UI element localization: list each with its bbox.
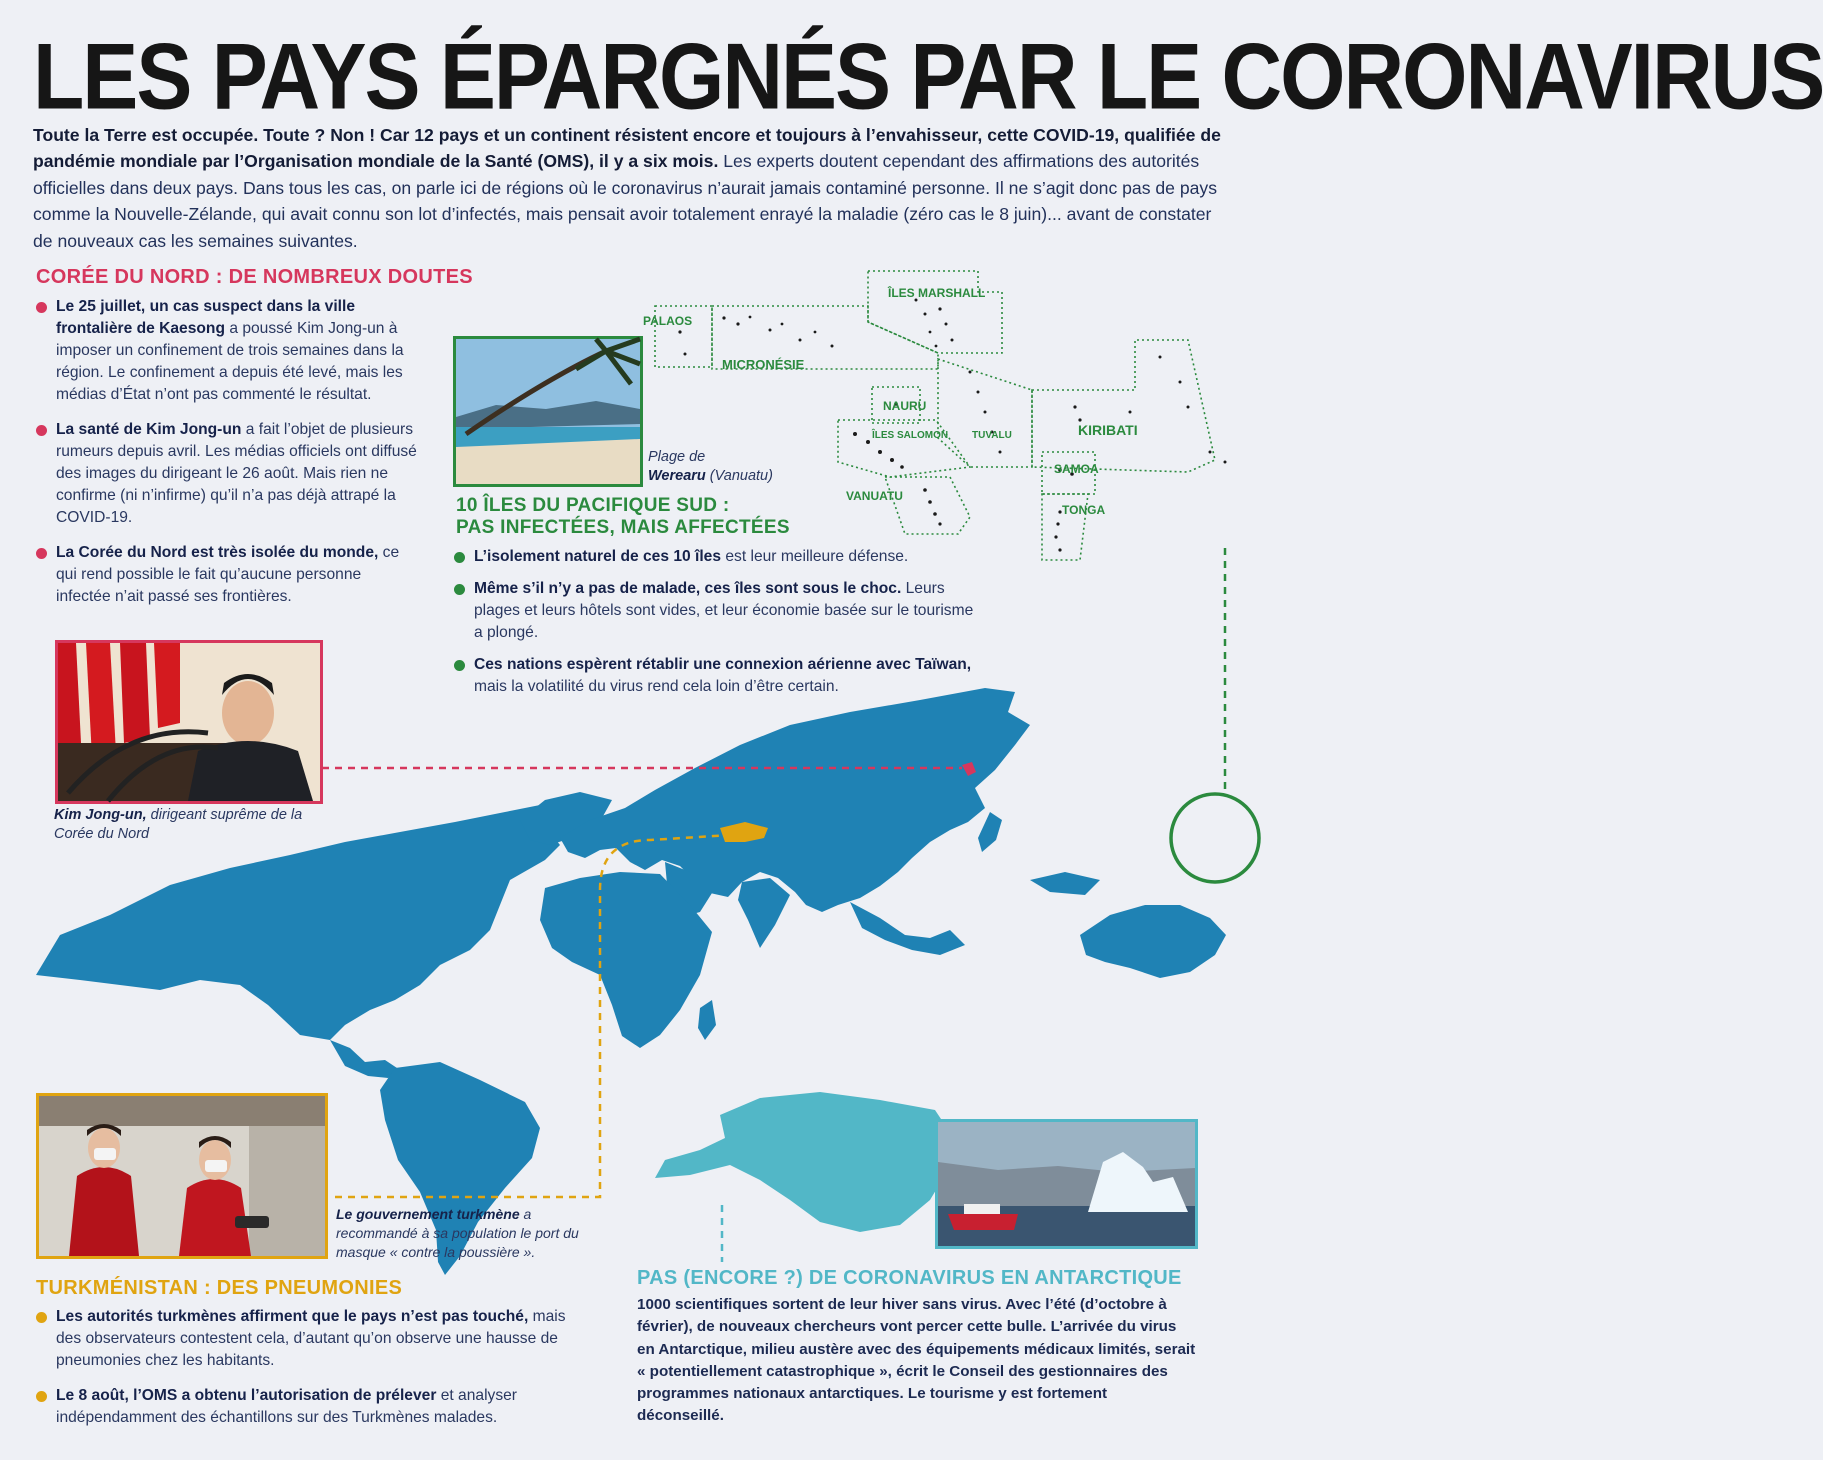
caption-bold: Kim Jong-un,	[54, 807, 147, 823]
bullet-bold: Ces nations espèrent rétablir une connexion aérienne avec Taïwan,	[474, 656, 972, 673]
new-guinea	[1030, 872, 1100, 895]
bullet-text: a poussé Kim Jong-un à imposer un confinement de trois semaines dans la région. Le confinement a depuis été levé, mais les médias d’État n’ont pas commenté le résultat.	[56, 320, 404, 403]
bullet-bold: Le 8 août, l’OMS a obtenu l’autorisation de prélever	[56, 1387, 437, 1404]
bullet-bold: Les autorités turkmènes affirment que le pays n’est pas touché,	[56, 1308, 529, 1325]
north-korea-bullet	[34, 296, 418, 406]
intro-bold: Toute la Terre est occupée. Toute ? Non ! Car 12 pays et un continent résistent encore et toujours à l’envahisseur, cette COVID-19, qualifiée de pandémie mondiale par l’Organisation mondiale de la Santé (OMS), il y a six mois.	[33, 125, 1221, 172]
label-marshall: ÎLES MARSHALL	[888, 286, 986, 300]
caption-bold: Werearu	[648, 468, 706, 484]
label-kiribati: KIRIBATI	[1078, 422, 1138, 438]
turkmenistan-caption	[336, 1205, 606, 1262]
bullet-text: et analyser indépendamment des échantillons sur des Turkmènes malades.	[56, 1387, 518, 1426]
antarctica-photo	[935, 1119, 1198, 1249]
label-nauru: NAURU	[883, 399, 927, 413]
label-micronesia: MICRONÉSIE	[722, 357, 805, 372]
bullet-bold: La santé de Kim Jong-un	[56, 421, 242, 438]
pacific-bullet	[452, 654, 977, 698]
turkmenistan-bullet	[34, 1385, 574, 1429]
label-vanuatu: VANUATU	[846, 489, 903, 503]
label-samoa: SAMOA	[1054, 462, 1099, 476]
caption-text: dirigeant suprême de la Corée du Nord	[54, 807, 303, 842]
caption-text: (Vanuatu)	[705, 468, 773, 484]
antarctica-text: 1000 scientifiques sortent de leur hiver sans virus. Avec l’été (d’octobre à février), de nouveaux chercheurs vont percer cette bulle. L’arrivée du virus en Antarctique, milieu austère avec des équipements médicaux limités, serait « potentiellement catastrophique », écrit le Conseil des gestionnaires des programmes nationaux antarctiques. Le tourisme y est fortement déconseillé.	[637, 1296, 1196, 1425]
north-korea-bullet	[34, 542, 418, 608]
turkmenistan-bullet	[34, 1306, 574, 1372]
pacific-title	[456, 495, 790, 539]
turkmenistan-photo	[36, 1093, 328, 1259]
vanuatu-caption	[648, 448, 828, 486]
label-salomon: ÎLES SALOMON	[872, 430, 949, 441]
north-korea-bullets	[34, 296, 418, 621]
pacific-title-line1: 10 ÎLES DU PACIFIQUE SUD :	[456, 495, 730, 516]
pacific-highlight-circle	[1171, 794, 1259, 882]
bullet-text: est leur meilleure défense.	[721, 548, 909, 565]
bullet-text: mais des observateurs contestent cela, d’autant qu’on observe une hausse de pneumonies chez les habitants.	[56, 1308, 566, 1369]
bullet-bold: Le 25 juillet, un cas suspect dans la ville frontalière de Kaesong	[56, 298, 355, 337]
label-palau: PALAOS	[643, 314, 693, 328]
caption-bold: Le gouvernement turkmène	[336, 1206, 520, 1222]
pacific-bullet	[452, 578, 977, 644]
label-tonga: TONGA	[1062, 503, 1106, 517]
antarctica-shape	[655, 1092, 955, 1232]
vanuatu-zone	[885, 477, 970, 534]
vanuatu-beach-photo	[453, 336, 643, 487]
pacific-title-line2: PAS INFECTÉES, MAIS AFFECTÉES	[456, 517, 790, 538]
bullet-text: a fait l’objet de plusieurs rumeurs depuis avril. Les médias officiels ont diffusé des images du dirigeant le 26 août. Mais rien ne confirme (ni n’infirme) qu’il n’a pas déjà attrapé la COVID-19.	[56, 421, 417, 526]
caption-line: Plage de	[648, 449, 706, 465]
north-korea-bullet	[34, 419, 418, 529]
japan	[978, 812, 1002, 852]
page-title: LES PAYS ÉPARGNÉS PAR LE CORONAVIRUS	[33, 23, 1823, 129]
madagascar	[698, 1000, 716, 1040]
bullet-text: mais la volatilité du virus rend cela loin d’être certain.	[474, 678, 839, 695]
turkmenistan-bullets	[34, 1306, 574, 1442]
intro-text: Les experts doutent cependant des affirmations des autorités officielles dans deux pays. Dans tous les cas, on parle ici de régions où le coronavirus n’aurait jamais contaminé personne. Il ne s’agit donc pas de pays comme la Nouvelle-Zélande, qui avait connu son lot d’infectés, mais pensait avoir totalement enrayé la maladie (zéro cas le 8 juin)... avant de constater de nouveaux cas les semaines suivantes.	[33, 151, 1218, 251]
india	[738, 878, 790, 948]
kim-jong-un-photo	[55, 640, 323, 804]
antarctica-title: PAS (ENCORE ?) DE CORONAVIRUS EN ANTARCTIQUE	[637, 1267, 1182, 1289]
australia	[1080, 905, 1226, 978]
label-tuvalu: TUVALU	[972, 430, 1012, 441]
southeast-asia	[850, 902, 965, 955]
north-korea-caption	[54, 806, 314, 844]
bullet-bold: L’isolement naturel de ces 10 îles	[474, 548, 722, 565]
north-korea-title: CORÉE DU NORD : DE NOMBREUX DOUTES	[36, 266, 473, 288]
bullet-text: ce qui rend possible le fait qu’aucune personne infectée n’ait passé ses frontières.	[56, 544, 400, 605]
bullet-bold: Même s’il n’y a pas de malade, ces îles sont sous le choc.	[474, 580, 902, 597]
caption-text: a recommandé à sa population le port du masque « contre la poussière ».	[336, 1206, 579, 1260]
turkmenistan-title: TURKMÉNISTAN : DES PNEUMONIES	[36, 1277, 403, 1299]
central-america	[330, 1040, 400, 1078]
marshall-zone	[868, 271, 1002, 353]
bullet-bold: La Corée du Nord est très isolée du monde,	[56, 544, 379, 561]
pacific-bullets	[452, 546, 977, 711]
bullet-text: Leurs plages et leurs hôtels sont vides, et leur économie basée sur le tourisme a plongé.	[474, 580, 974, 641]
pacific-bullet	[452, 546, 977, 568]
